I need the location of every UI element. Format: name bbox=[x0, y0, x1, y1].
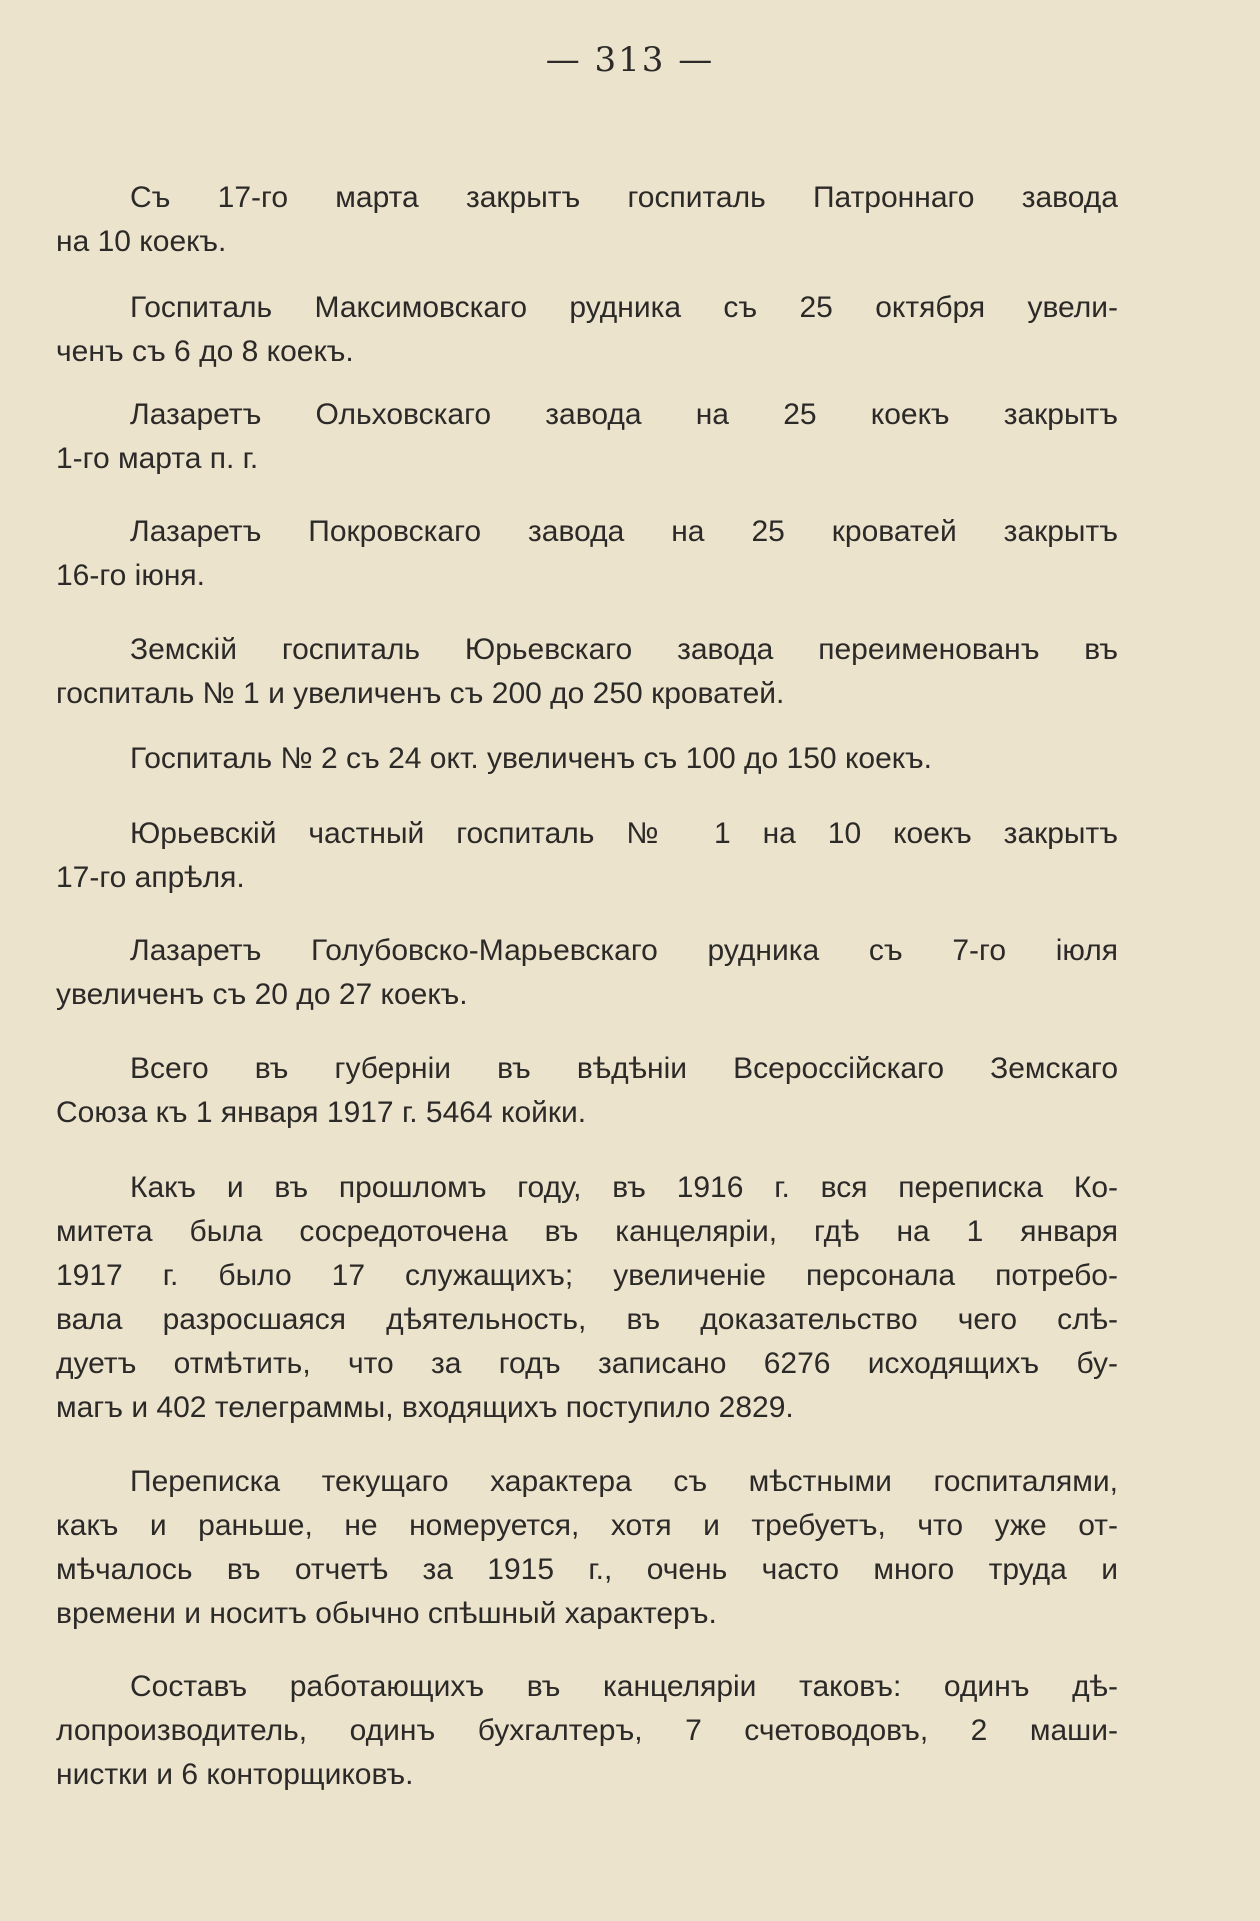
paragraph-9 bbox=[56, 1047, 1118, 1135]
paragraph-line: Юрьевскій частный госпиталь № 1 на 10 коекъ закрытъ bbox=[130, 817, 1118, 850]
paragraph-line: магъ и 402 телеграммы, входящихъ поступило 2829. bbox=[56, 1391, 794, 1424]
paragraph-line: Земскій госпиталь Юрьевскаго завода переименованъ въ bbox=[130, 633, 1118, 666]
paragraph-line: Лазаретъ Голубовско-Марьевскаго рудника съ 7-го іюля bbox=[130, 934, 1118, 967]
paragraph-line: дуетъ отмѣтить, что за годъ записано 6276 исходящихъ бу- bbox=[56, 1347, 1118, 1380]
paragraph-line: Съ 17-го марта закрытъ госпиталь Патроннаго завода bbox=[130, 181, 1118, 214]
paragraph-4 bbox=[56, 510, 1118, 598]
paragraph-line: Лазаретъ Покровскаго завода на 25 кроватей закрытъ bbox=[130, 515, 1118, 548]
paragraph-11 bbox=[56, 1460, 1118, 1636]
paragraph-2 bbox=[56, 286, 1118, 374]
paragraph-line: Переписка текущаго характера съ мѣстными госпиталями, bbox=[130, 1465, 1118, 1498]
paragraph-line: на 10 коекъ. bbox=[56, 225, 227, 258]
paragraph-line: Госпиталь № 2 съ 24 окт. увеличенъ съ 100 до 150 коекъ. bbox=[130, 742, 932, 775]
paragraph-line: времени и носитъ обычно спѣшный характеръ. bbox=[56, 1597, 717, 1630]
paragraph-line: какъ и раньше, не номеруется, хотя и требуетъ, что уже от- bbox=[56, 1509, 1118, 1542]
page-number: — 313 — bbox=[545, 40, 715, 80]
paragraph-line: 17-го апрѣля. bbox=[56, 861, 245, 894]
paragraph-10 bbox=[56, 1166, 1118, 1430]
paragraph-line: Всего въ губерніи въ вѣдѣніи Всероссійскаго Земскаго bbox=[130, 1052, 1118, 1085]
paragraph-line: Какъ и въ прошломъ году, въ 1916 г. вся переписка Ко- bbox=[130, 1171, 1118, 1204]
paragraph-line: вала разросшаяся дѣятельность, въ доказательство чего слѣ- bbox=[56, 1303, 1118, 1336]
paragraph-line: митета была сосредоточена въ канцеляріи, гдѣ на 1 января bbox=[56, 1215, 1118, 1248]
paragraph-line: Союза къ 1 января 1917 г. 5464 койки. bbox=[56, 1096, 587, 1129]
paragraph-line: 1-го марта п. г. bbox=[56, 442, 259, 475]
paragraph-3 bbox=[56, 393, 1118, 481]
paragraph-6 bbox=[56, 737, 1118, 781]
paragraph-line: лопроизводитель, одинъ бухгалтеръ, 7 счетоводовъ, 2 маши- bbox=[56, 1714, 1118, 1747]
paragraph-line: Лазаретъ Ольховскаго завода на 25 коекъ закрытъ bbox=[130, 398, 1118, 431]
paragraph-7 bbox=[56, 812, 1118, 900]
paragraph-line: нистки и 6 конторщиковъ. bbox=[56, 1758, 414, 1791]
paragraph-line: 1917 г. было 17 служащихъ; увеличеніе персонала потребо- bbox=[56, 1259, 1118, 1292]
paragraph-line: увеличенъ съ 20 до 27 коекъ. bbox=[56, 978, 468, 1011]
paragraph-line: Госпиталь Максимовскаго рудника съ 25 октября увели- bbox=[130, 291, 1118, 324]
paragraph-5 bbox=[56, 628, 1118, 716]
paragraph-1 bbox=[56, 176, 1118, 264]
paragraph-line: Составъ работающихъ въ канцеляріи таковъ: одинъ дѣ- bbox=[130, 1670, 1118, 1703]
paragraph-line: госпиталь № 1 и увеличенъ съ 200 до 250 кроватей. bbox=[56, 677, 785, 710]
paragraph-12 bbox=[56, 1665, 1118, 1797]
paragraph-line: 16-го іюня. bbox=[56, 559, 205, 592]
paragraph-8 bbox=[56, 929, 1118, 1017]
paragraph-line: мѣчалось въ отчетѣ за 1915 г., очень часто много труда и bbox=[56, 1553, 1118, 1586]
paragraph-line: ченъ съ 6 до 8 коекъ. bbox=[56, 335, 354, 368]
